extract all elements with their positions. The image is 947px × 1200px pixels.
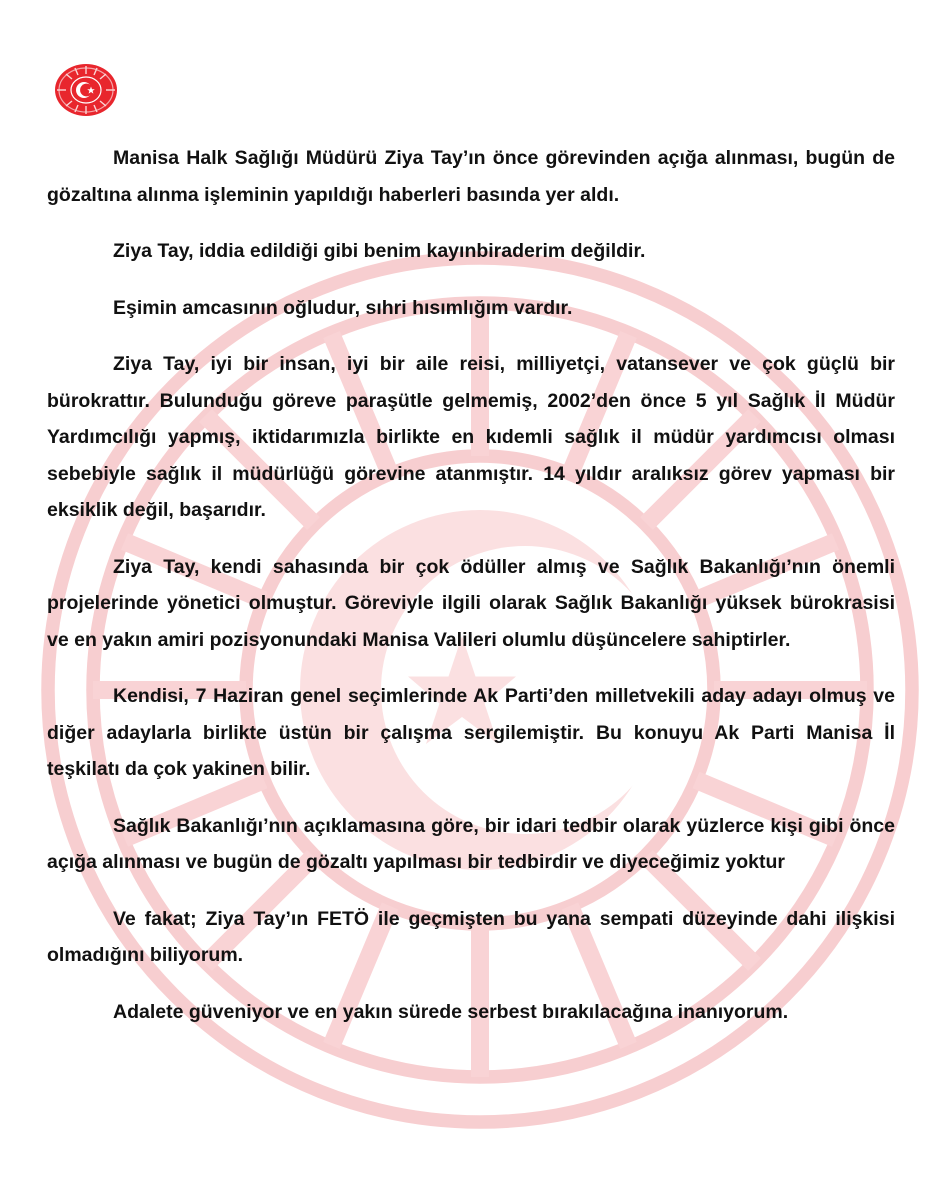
tbmm-emblem-icon	[53, 62, 119, 118]
paragraph-6: Kendisi, 7 Haziran genel seçimlerinde Ak Parti’den milletvekili aday adayı olmuş ve diğer adaylarla birlikte üstün bir çalışma sergilemiştir. Bu konuyu Ak Parti Manisa İl teşkilatı da çok yakinen bilir.	[47, 685, 895, 780]
paragraph-9: Adalete güveniyor ve en yakın sürede serbest bırakılacağına inanıyorum.	[113, 1000, 789, 1023]
paragraph-4: Ziya Tay, iyi bir insan, iyi bir aile reisi, milliyetçi, vatansever ve çok güçlü bir bürokrattır. Bulunduğu göreve paraşütle gelmemiş, 2002’den önce 5 yıl Sağlık İl Müdür Yardımcılığı yapmış, iktidarımızla birlikte en kıdemli sağlık il müdür yardımcısı olması sebebiyle sağlık il müdürlüğü görevine atanmıştır. 14 yıldır aralıksız görev yapması bir eksiklik değil, başarıdır.	[47, 353, 895, 521]
paragraph-7: Sağlık Bakanlığı’nın açıklamasına göre, bir idari tedbir olarak yüzlerce kişi gibi önce açığa alınması ve bugün de gözaltı yapılması bir tedbirdir ve diyeceğimiz yoktur	[47, 814, 895, 873]
paragraph-3: Eşimin amcasının oğludur, sıhri hısımlığım vardır.	[113, 296, 573, 319]
statement-body	[47, 140, 895, 1050]
paragraph-8: Ve fakat; Ziya Tay’ın FETÖ ile geçmişten bu yana sempati düzeyinde dahi ilişkisi olmadığını biliyorum.	[47, 907, 895, 966]
paragraph-2: Ziya Tay, iddia edildiği gibi benim kayınbiraderim değildir.	[113, 240, 646, 262]
paragraph-1: Manisa Halk Sağlığı Müdürü Ziya Tay’ın önce görevinden açığa alınması, bugün de gözaltına alınma işleminin yapıldığı haberleri basında yer aldı.	[47, 147, 895, 206]
paragraph-5: Ziya Tay, kendi sahasında bir çok ödüller almış ve Sağlık Bakanlığı’nın önemli projelerinde yönetici olmuştur. Göreviyle ilgili olarak Sağlık Bakanlığı yüksek bürokrasisi ve en yakın amiri pozisyonundaki Manisa Valileri olumlu düşüncelere sahiptirler.	[47, 555, 895, 651]
